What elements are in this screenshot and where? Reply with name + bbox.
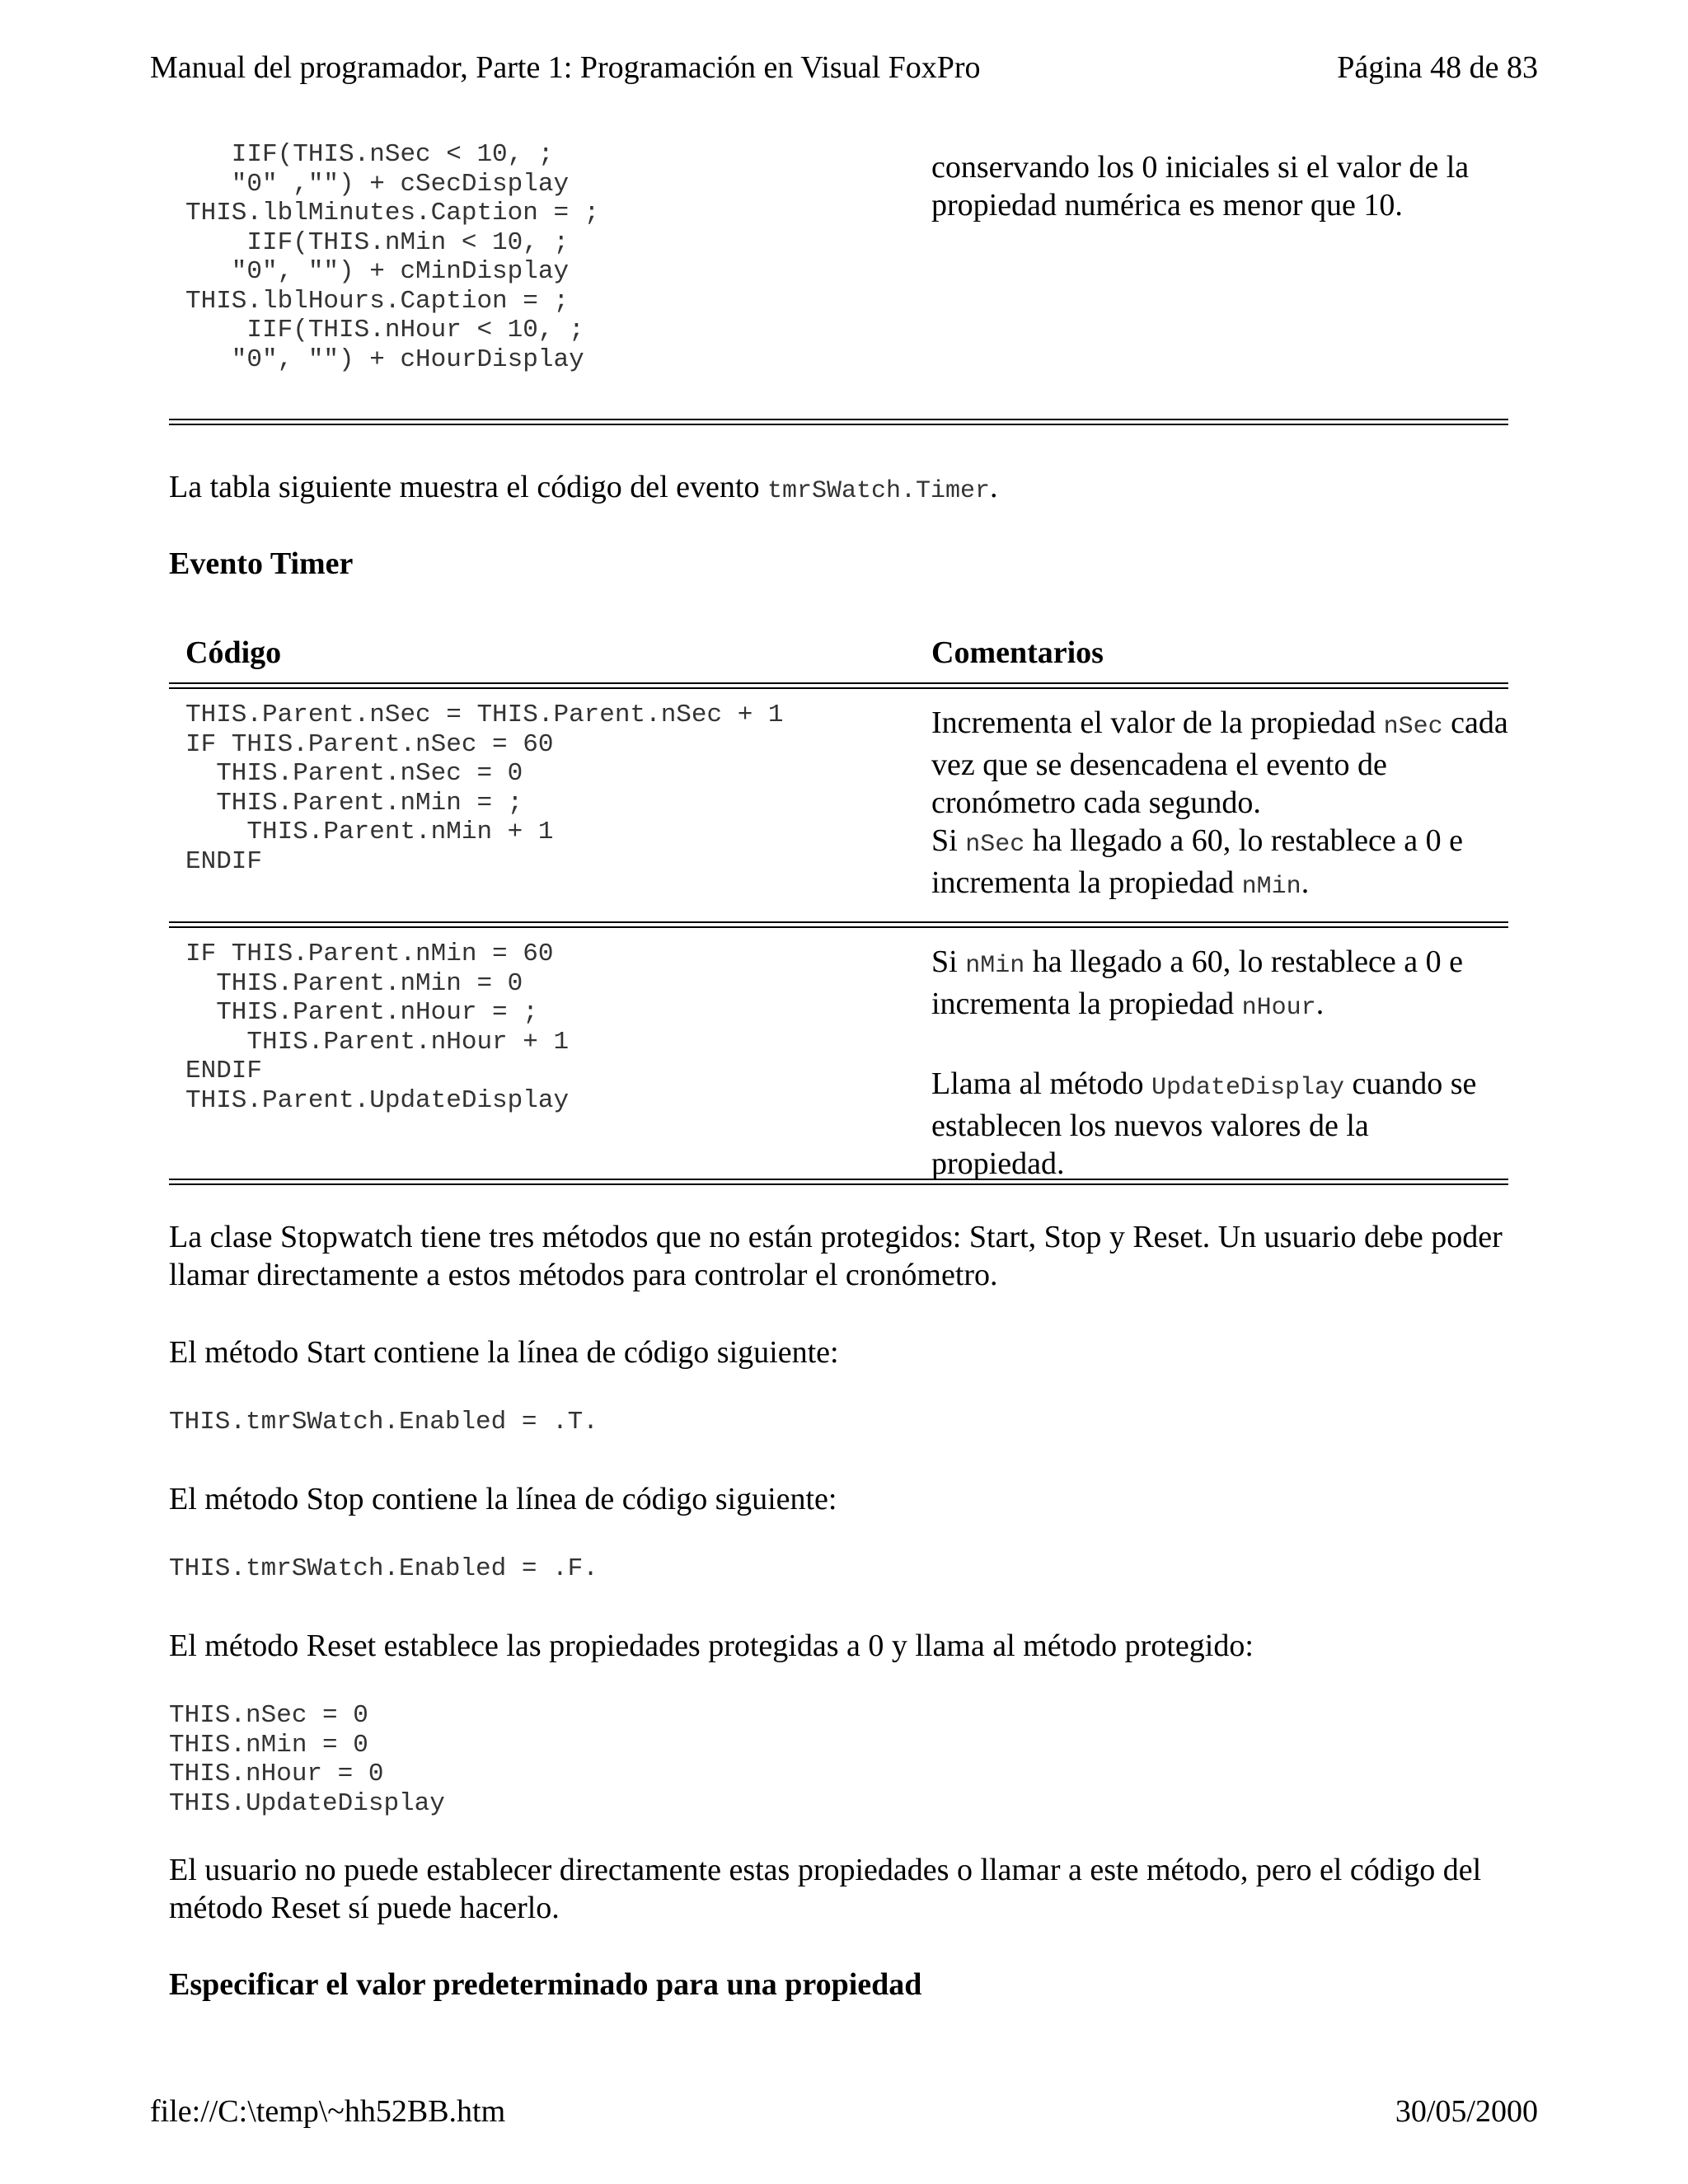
stop-code: THIS.tmrSWatch.Enabled = .F. — [169, 1554, 598, 1583]
table-rule — [169, 419, 1508, 425]
print-date: 30/05/2000 — [1395, 2094, 1538, 2129]
table-rule — [169, 682, 1508, 689]
reset-paragraph: El método Reset establece las propiedades protegidas a 0 y llama al método protegido: — [169, 1629, 1254, 1663]
row-comment — [931, 704, 1508, 906]
default-value-heading: Especificar el valor predeterminado para una propiedad — [169, 1967, 922, 2002]
file-path: file://C:\temp\~hh52BB.htm — [150, 2094, 506, 2129]
comment-text: Si — [931, 823, 966, 858]
page-number: Página 48 de 83 — [1337, 50, 1538, 85]
row-code: THIS.Parent.nSec = THIS.Parent.nSec + 1 IF THIS.Parent.nSec = 60 THIS.Parent.nSec = 0 THIS.Parent.nMin = ; THIS.Parent.nMin + 1 ENDIF — [185, 701, 784, 876]
continued-comment: conservando los 0 iniciales si el valor de la propiedad numérica es menor que 10. — [931, 150, 1470, 223]
methods-paragraph: La clase Stopwatch tiene tres métodos que no están protegidos: Start, Stop y Reset. Un usuario debe poder llamar directamente a estos métodos para controlar el cronómetro. — [169, 1220, 1503, 1292]
comment-text: . — [1315, 987, 1325, 1021]
comment-code: nHour — [1241, 994, 1316, 1022]
intro-text: La tabla siguiente muestra el código del evento — [169, 470, 767, 504]
row-comment — [931, 943, 1508, 1183]
comment-text: cuando se establecen los nuevos valores de la propiedad. — [931, 1066, 1477, 1181]
page-footer — [150, 2093, 1538, 2135]
comment-code: nMin — [965, 952, 1025, 980]
comment-text: ha llegado a 60, lo restablece a 0 e incrementa la propiedad — [931, 944, 1463, 1021]
comment-code: nSec — [965, 831, 1025, 859]
document-title: Manual del programador, Parte 1: Programación en Visual FoxPro — [150, 50, 981, 85]
table-rule — [169, 921, 1508, 928]
user-paragraph: El usuario no puede establecer directamente estas propiedades o llamar a este método, pero el código del método Reset sí puede hacerlo. — [169, 1853, 1482, 1925]
page-header — [150, 49, 1538, 91]
comment-text: ha llegado a 60, lo restablece a 0 e incrementa la propiedad — [931, 823, 1463, 900]
comment-text: Incrementa el valor de la propiedad — [931, 705, 1384, 740]
intro-code: tmrSWatch.Timer — [767, 477, 991, 505]
row-code: IF THIS.Parent.nMin = 60 THIS.Parent.nMin = 0 THIS.Parent.nHour = ; THIS.Parent.nHour + 1 ENDIF THIS.Parent.UpdateDisplay — [185, 940, 570, 1115]
intro-paragraph — [169, 468, 1512, 510]
start-paragraph: El método Start contiene la línea de código siguiente: — [169, 1335, 839, 1370]
table-rule — [169, 1179, 1508, 1185]
column-header-comments: Comentarios — [931, 635, 1104, 670]
comment-code: UpdateDisplay — [1151, 1074, 1345, 1102]
timer-heading: Evento Timer — [169, 546, 354, 581]
comment-text: Si — [931, 944, 966, 979]
column-header-code: Código — [185, 635, 282, 670]
comment-text: cada vez que se desencadena el evento de cronómetro cada segundo. — [931, 705, 1508, 820]
intro-end: . — [990, 470, 998, 504]
reset-code: THIS.nSec = 0 THIS.nMin = 0 THIS.nHour = 0 THIS.UpdateDisplay — [169, 1701, 445, 1818]
comment-code: nSec — [1383, 713, 1443, 741]
start-code: THIS.tmrSWatch.Enabled = .T. — [169, 1408, 598, 1436]
comment-text: Llama al método — [931, 1066, 1151, 1101]
stop-paragraph: El método Stop contiene la línea de código siguiente: — [169, 1482, 837, 1516]
comment-code: nMin — [1241, 873, 1301, 901]
continued-code: IIF(THIS.nSec < 10, ; "0" ,"") + cSecDisplay THIS.lblMinutes.Caption = ; IIF(THIS.nMin < 10, ; "0", "") + cMinDisplay THIS.lblHours.Caption = ; IIF(THIS.nHour < 10, ; "0", "") + cHourDisplay — [185, 140, 600, 374]
comment-text: . — [1301, 865, 1310, 900]
